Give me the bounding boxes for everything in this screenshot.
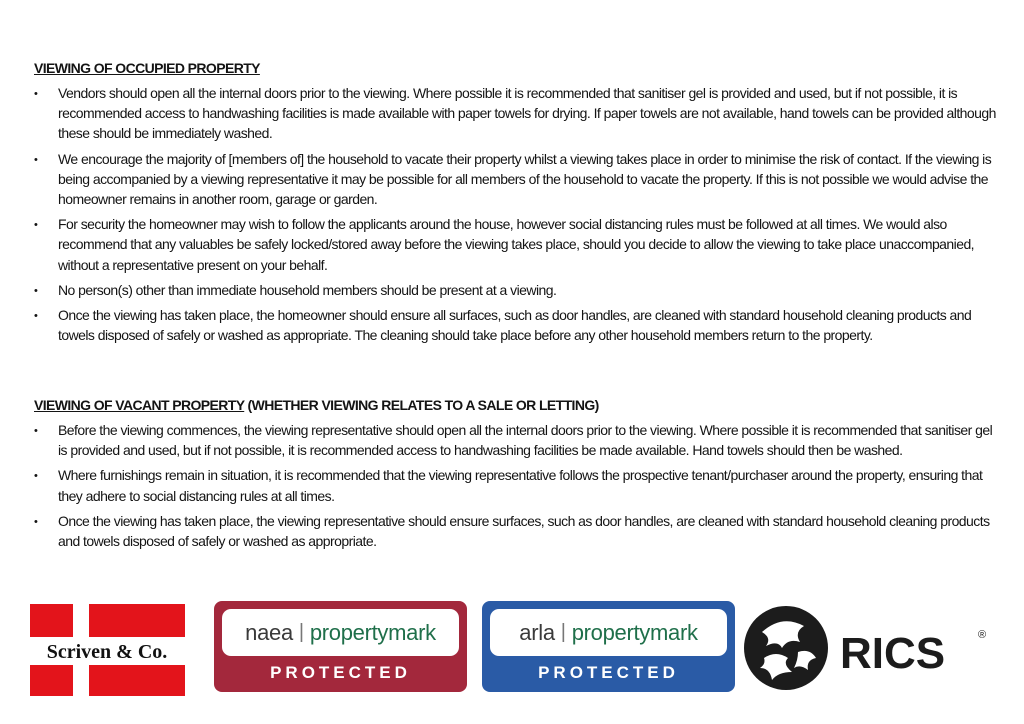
list-item <box>34 214 1000 275</box>
list-item-text: Once the viewing has taken place, the viewing representative should ensure surfaces, such as door handles, are cleaned with standard household cleaning products and towels disposed of safely or washed as appropriate. <box>58 512 990 550</box>
list-item <box>34 465 1000 505</box>
occupied-heading <box>34 58 1000 78</box>
list-item-text: For security the homeowner may wish to follow the applicants around the house, however social distancing rules must be followed at all times. We would also recommend that any valuables be safely locked/stored away before the viewing takes place, should you decide to allow the viewing to take place unaccompanied, without a representative present on your behalf. <box>58 216 975 273</box>
occupied-list <box>34 83 1000 345</box>
vacant-list <box>34 420 1000 551</box>
naea-brand: naea <box>245 619 293 645</box>
rics-logo-text: RICS <box>840 629 946 678</box>
naea-propertymark: propertymark <box>309 619 436 645</box>
arla-propertymark-badge <box>482 601 735 692</box>
bullet-icon: • <box>34 88 38 100</box>
rics-logo <box>742 602 992 696</box>
scriven-logo-text: Scriven & Co. <box>46 641 168 663</box>
list-item-text: Once the viewing has taken place, the homeowner should ensure all surfaces, such as door handles, are cleaned with standard household cleaning products and towels disposed of safely or washed as appropriate. The cleaning should take place before any other household members return to the property. <box>58 307 972 344</box>
list-item-text: Where furnishings remain in situation, it is recommended that the viewing representative follows the prospective tenant/purchaser around the property, ensuring that they adhere to social distancing rules at all times. <box>58 467 983 504</box>
list-item <box>34 511 1000 551</box>
list-item <box>34 305 1000 345</box>
rics-lion-icon <box>744 606 828 690</box>
bullet-icon: • <box>34 515 38 528</box>
rics-registered-mark: ® <box>978 629 987 641</box>
bullet-icon: • <box>34 470 38 483</box>
arla-protected-label: PROTECTED <box>538 663 679 682</box>
arla-propertymark: propertymark <box>571 619 698 645</box>
arla-badge-top: arla | propertymark <box>490 609 727 656</box>
vacant-heading-underlined: VIEWING OF VACANT PROPERTY <box>34 397 245 413</box>
naea-protected-label: PROTECTED <box>270 663 411 682</box>
bullet-icon: • <box>34 284 38 297</box>
bullet-icon: • <box>34 153 38 166</box>
list-item <box>34 420 1000 460</box>
bullet-icon: • <box>34 310 38 323</box>
list-item-text: Vendors should open all the internal doors prior to the viewing. Where possible it is recommended that sanitiser gel is provided and used, but if not possible, it is recommended access to handwashing facilities is made available with paper towels for drying. If paper towels are not available, hand towels can be provided although these should be immediately washed. <box>58 85 996 142</box>
list-item <box>34 280 1000 300</box>
naea-propertymark-badge <box>214 601 467 692</box>
vacant-heading-rest: (WHETHER VIEWING RELATES TO A SALE OR LETTING) <box>244 397 599 413</box>
logo-strip <box>0 598 1024 698</box>
occupied-heading-text: VIEWING OF OCCUPIED PROPERTY <box>34 60 260 76</box>
list-item <box>34 149 1000 210</box>
bullet-icon: • <box>34 219 38 232</box>
arla-brand: arla <box>519 619 555 645</box>
list-item <box>34 83 1000 144</box>
list-item-text: We encourage the majority of [members of] the household to vacate their property whilst a viewing takes place in order to minimise the risk of contact. If the viewing is being accompanied by a viewing representative it may be possible for all members of the household to vacate the property. If this is not possible we would advise the homeowner remains in another room, garage or garden. <box>58 150 992 208</box>
vacant-heading <box>34 395 1000 415</box>
scriven-logo <box>30 604 185 696</box>
naea-badge-top: naea | propertymark <box>222 609 459 656</box>
vacant-section <box>34 395 1000 556</box>
occupied-section <box>34 58 1000 350</box>
list-item-text: Before the viewing commences, the viewing representative should open all the internal doors prior to the viewing. Where possible it is recommended that sanitiser gel is provided and used, but if not possible, it is recommended access to handwashing facilities be made available. Hand towels should then be washed. <box>58 422 993 459</box>
bullet-icon: • <box>34 425 38 437</box>
list-item-text: No person(s) other than immediate household members should be present at a viewing. <box>58 281 557 298</box>
